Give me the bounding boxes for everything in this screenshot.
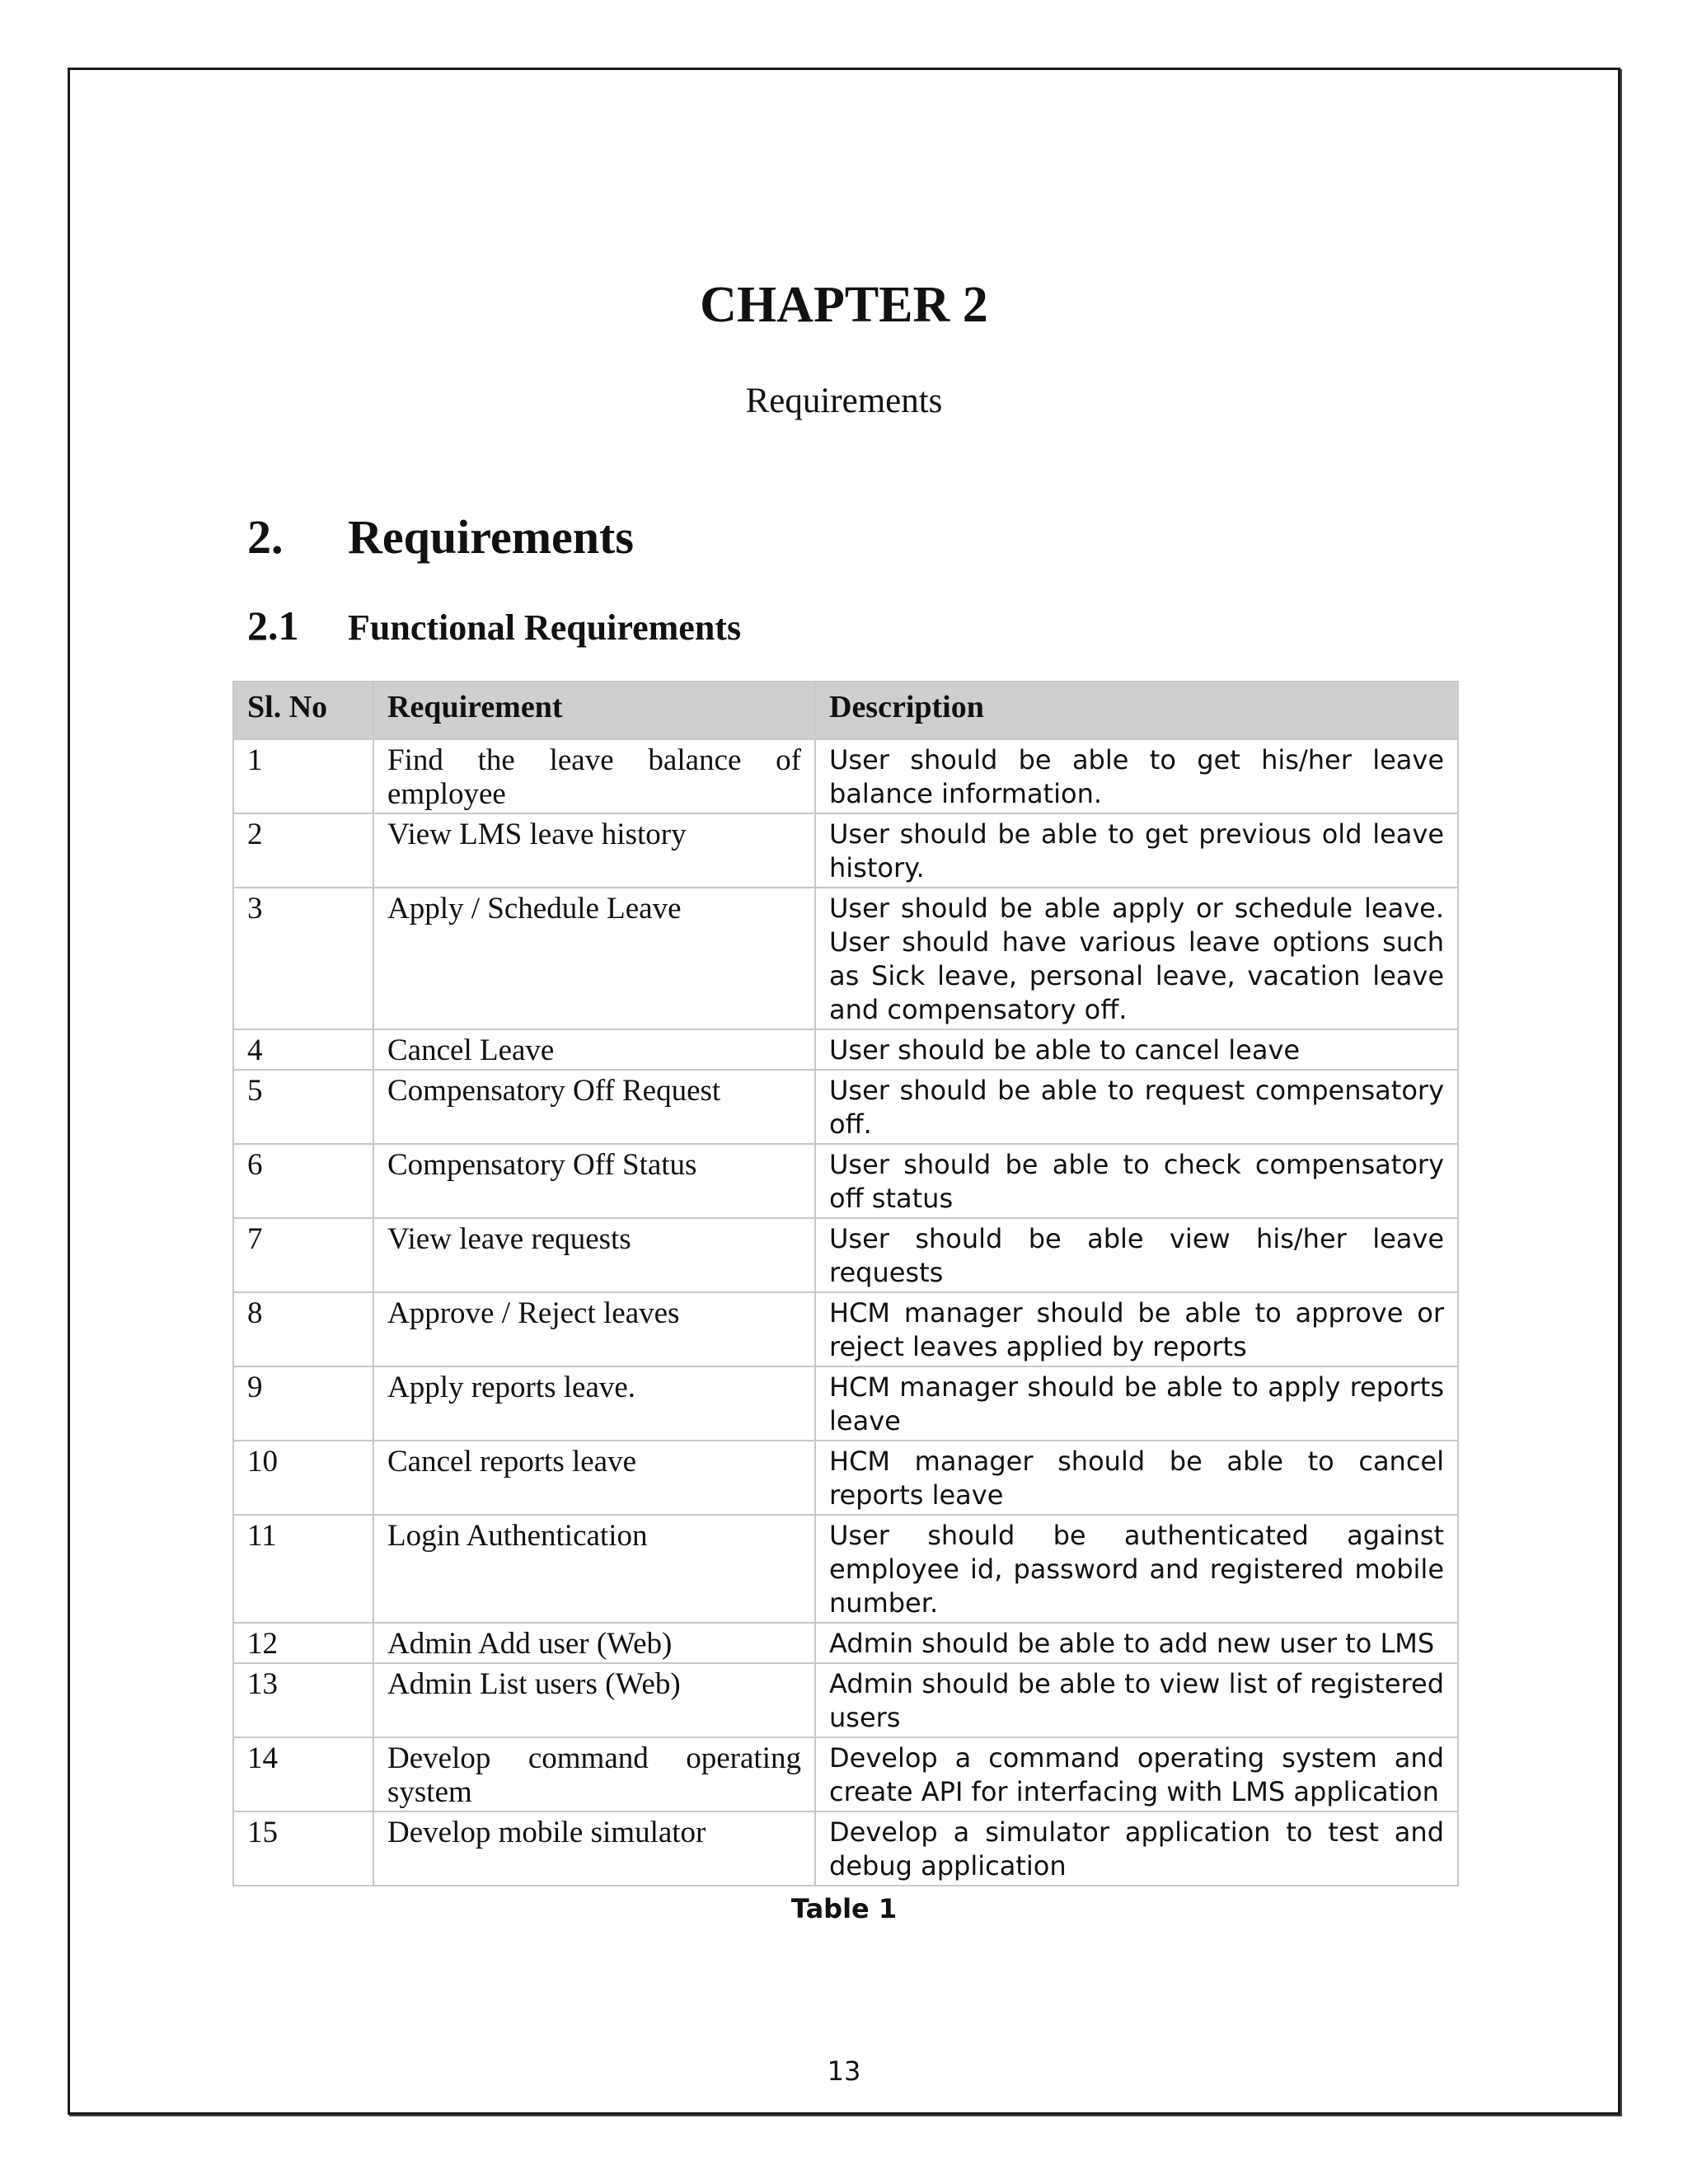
section-number: 2. bbox=[247, 510, 284, 564]
chapter-title: CHAPTER 2 bbox=[700, 277, 988, 333]
cell-requirement: View LMS leave history bbox=[373, 813, 815, 888]
cell-description: User should be authenticated against employee id, password and registered mobile number. bbox=[815, 1515, 1458, 1623]
cell-sl-no: 10 bbox=[233, 1441, 373, 1515]
cell-description: Develop a command operating system and create API for interfacing with LMS application bbox=[815, 1737, 1458, 1811]
cell-description: User should be able to get previous old leave history. bbox=[815, 813, 1458, 888]
subsection-title: Functional Requirements bbox=[348, 607, 742, 648]
table-row bbox=[233, 1737, 1458, 1811]
cell-requirement: Cancel reports leave bbox=[373, 1441, 815, 1515]
cell-description: User should be able to cancel leave bbox=[815, 1029, 1458, 1070]
cell-sl-no: 12 bbox=[233, 1623, 373, 1663]
table-row bbox=[233, 1070, 1458, 1144]
cell-sl-no: 8 bbox=[233, 1292, 373, 1366]
table-row bbox=[233, 1623, 1458, 1663]
cell-sl-no: 5 bbox=[233, 1070, 373, 1144]
table-row bbox=[233, 1144, 1458, 1218]
cell-description: Develop a simulator application to test and debug application bbox=[815, 1811, 1458, 1886]
cell-requirement: Login Authentication bbox=[373, 1515, 815, 1623]
table-row bbox=[233, 739, 1458, 813]
cell-sl-no: 13 bbox=[233, 1663, 373, 1737]
header-requirement: Requirement bbox=[373, 682, 815, 739]
cell-requirement: Admin Add user (Web) bbox=[373, 1623, 815, 1663]
table-row bbox=[233, 1515, 1458, 1623]
subsection-number: 2.1 bbox=[247, 602, 299, 649]
cell-description: User should be able to request compensatory off. bbox=[815, 1070, 1458, 1144]
cell-requirement: Compensatory Off Request bbox=[373, 1070, 815, 1144]
cell-sl-no: 14 bbox=[233, 1737, 373, 1811]
table-row bbox=[233, 888, 1458, 1029]
cell-description: HCM manager should be able to cancel reports leave bbox=[815, 1441, 1458, 1515]
table-header-row bbox=[233, 682, 1458, 739]
cell-description: User should be able to check compensatory off status bbox=[815, 1144, 1458, 1218]
cell-sl-no: 9 bbox=[233, 1366, 373, 1441]
header-sl-no: Sl. No bbox=[233, 682, 373, 739]
table-row bbox=[233, 1663, 1458, 1737]
table-caption: Table 1 bbox=[790, 1893, 898, 1924]
section-heading bbox=[247, 509, 634, 565]
cell-description: User should be able view his/her leave requests bbox=[815, 1218, 1458, 1292]
requirements-table bbox=[232, 681, 1459, 1886]
cell-description: HCM manager should be able to apply reports leave bbox=[815, 1366, 1458, 1441]
cell-requirement: Cancel Leave bbox=[373, 1029, 815, 1070]
cell-description: Admin should be able to view list of registered users bbox=[815, 1663, 1458, 1737]
table-row bbox=[233, 1218, 1458, 1292]
cell-requirement: Admin List users (Web) bbox=[373, 1663, 815, 1737]
cell-requirement: Compensatory Off Status bbox=[373, 1144, 815, 1218]
cell-requirement: Find the leave balance of employee bbox=[373, 739, 815, 813]
cell-sl-no: 3 bbox=[233, 888, 373, 1029]
cell-sl-no: 4 bbox=[233, 1029, 373, 1070]
cell-sl-no: 7 bbox=[233, 1218, 373, 1292]
cell-requirement: Develop mobile simulator bbox=[373, 1811, 815, 1886]
cell-description: Admin should be able to add new user to LMS bbox=[815, 1623, 1458, 1663]
subsection-heading bbox=[247, 602, 741, 649]
table-row bbox=[233, 813, 1458, 888]
table-row bbox=[233, 1441, 1458, 1515]
cell-requirement: Apply reports leave. bbox=[373, 1366, 815, 1441]
cell-sl-no: 15 bbox=[233, 1811, 373, 1886]
cell-requirement: View leave requests bbox=[373, 1218, 815, 1292]
cell-sl-no: 2 bbox=[233, 813, 373, 888]
table-row bbox=[233, 1029, 1458, 1070]
cell-requirement: Develop command operating system bbox=[373, 1737, 815, 1811]
chapter-subtitle: Requirements bbox=[745, 382, 943, 420]
section-title: Requirements bbox=[348, 510, 634, 564]
header-description: Description bbox=[815, 682, 1458, 739]
table-row bbox=[233, 1811, 1458, 1886]
cell-requirement: Approve / Reject leaves bbox=[373, 1292, 815, 1366]
cell-description: User should be able apply or schedule leave. User should have various leave options such as Sick leave, personal leave, vacation leave and compensatory off. bbox=[815, 888, 1458, 1029]
cell-sl-no: 1 bbox=[233, 739, 373, 813]
cell-description: HCM manager should be able to approve or reject leaves applied by reports bbox=[815, 1292, 1458, 1366]
cell-sl-no: 11 bbox=[233, 1515, 373, 1623]
table-row bbox=[233, 1366, 1458, 1441]
cell-sl-no: 6 bbox=[233, 1144, 373, 1218]
cell-description: User should be able to get his/her leave balance information. bbox=[815, 739, 1458, 813]
cell-requirement: Apply / Schedule Leave bbox=[373, 888, 815, 1029]
page-number: 13 bbox=[827, 2055, 861, 2087]
table-row bbox=[233, 1292, 1458, 1366]
